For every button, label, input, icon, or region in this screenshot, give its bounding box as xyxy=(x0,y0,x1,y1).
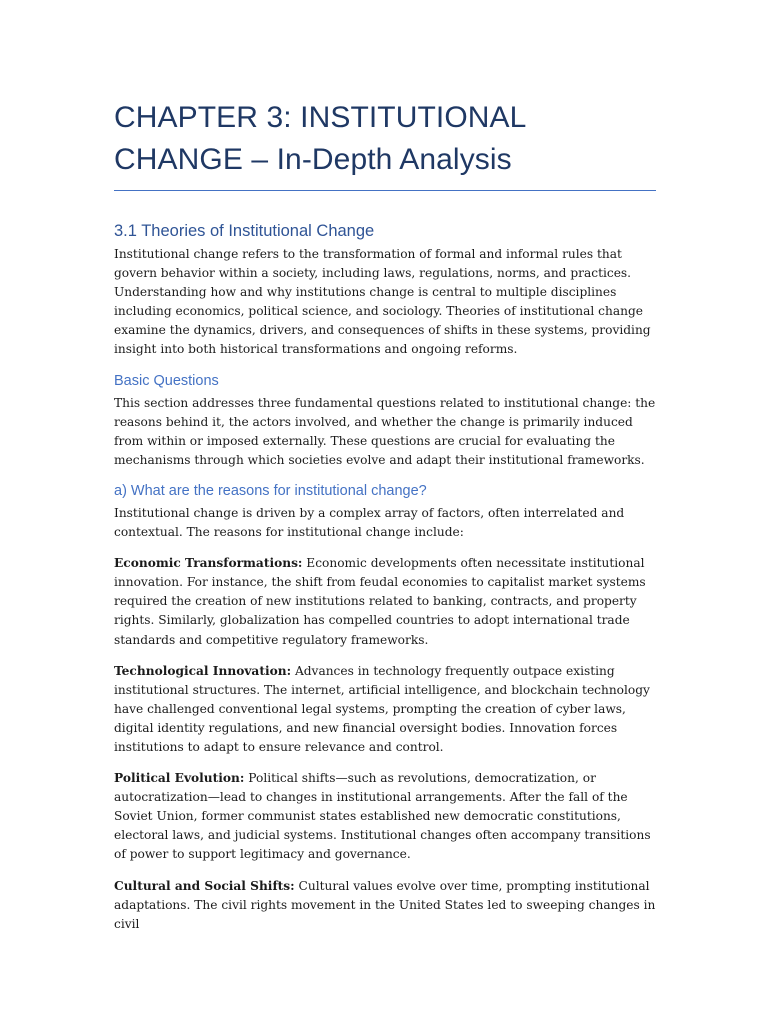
basic-questions-paragraph: This section addresses three fundamental questions related to institutional change: the reasons behind it, the actors involved, and whether the change is primarily induced from within or imposed externally. These questions are crucial for evaluating the mechanisms through which societies evolve and adapt their institutional frameworks. xyxy=(114,395,656,467)
section-heading: 3.1 Theories of Institutional Change xyxy=(114,222,375,240)
reason-text: Political shifts—such as revolutions, democratization, or autocratization—lead to changes in institutional arrangements. After the fall of the Soviet Union, former communist states established new democratic constitutions, electoral laws, and judicial systems. Institutional changes often accompany transitions of power to support legitimacy and governance. xyxy=(114,771,651,862)
reason-text: Economic developments often necessitate institutional innovation. For instance, the shift from feudal economies to capitalist market systems required the creation of new institutions related to banking, contracts, and property rights. Similarly, globalization has compelled countries to adopt international trade standards and competitive regulatory frameworks. xyxy=(114,556,646,647)
chapter-title: CHAPTER 3: INSTITUTIONAL CHANGE – In-Depth Analysis xyxy=(114,101,526,176)
reason-label: Economic Transformations: xyxy=(114,556,303,571)
reasons-intro-paragraph: Institutional change is driven by a complex array of factors, often interrelated and contextual. The reasons for institutional change include: xyxy=(114,505,625,540)
reason-text: Advances in technology frequently outpace existing institutional structures. The internet, artificial intelligence, and blockchain technology have challenged conventional legal systems, prompting the creation of cyber laws, digital identity regulations, and new financial oversight bodies. Innovation forces institutions to adapt to ensure relevance and control. xyxy=(114,663,650,754)
reason-item-cultural xyxy=(114,877,659,934)
reason-label: Cultural and Social Shifts: xyxy=(114,878,295,893)
reason-label: Technological Innovation: xyxy=(114,663,292,678)
reason-item-political xyxy=(114,769,659,864)
basic-questions-heading: Basic Questions xyxy=(114,372,219,389)
title-underline-rule xyxy=(114,190,656,191)
reasons-heading: a) What are the reasons for institutional change? xyxy=(114,482,427,499)
reason-label: Political Evolution: xyxy=(114,771,245,786)
reason-item-economic xyxy=(114,554,659,649)
section-intro-paragraph: Institutional change refers to the transformation of formal and informal rules that govern behavior within a society, including laws, regulations, norms, and practices. Understanding how and why institutions change is central to multiple disciplines including economics, political science, and sociology. Theories of institutional change examine the dynamics, drivers, and consequences of shifts in these systems, providing insight into both historical transformations and ongoing reforms. xyxy=(114,247,651,357)
document-page xyxy=(114,0,659,934)
reason-item-technological xyxy=(114,662,659,757)
reason-text: Cultural values evolve over time, prompting institutional adaptations. The civil rights movement in the United States led to sweeping changes in civil xyxy=(114,878,656,931)
